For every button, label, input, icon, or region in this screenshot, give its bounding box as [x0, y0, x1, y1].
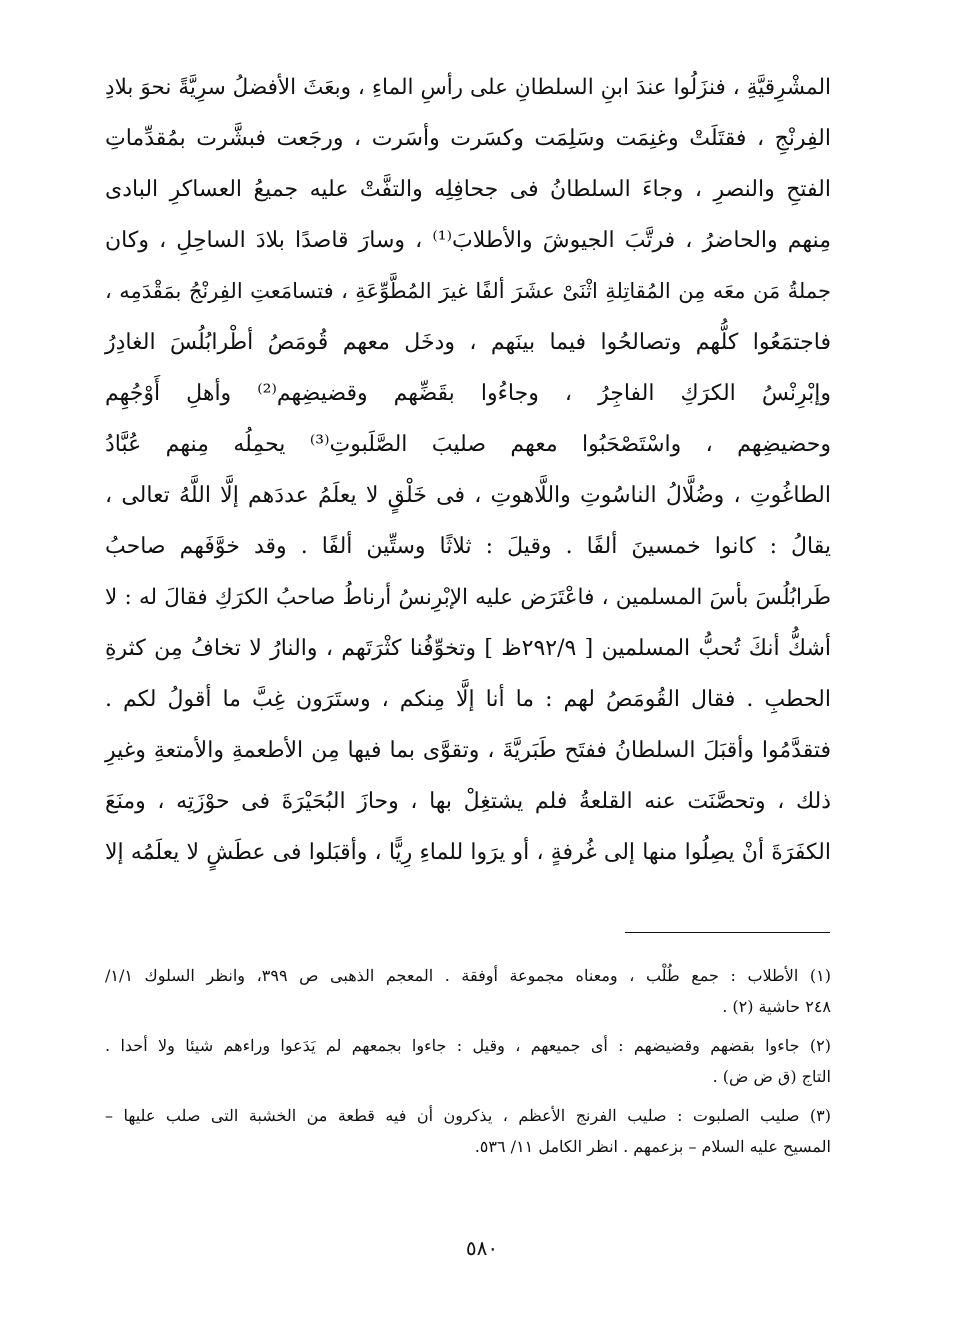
text-line: الحطبِ . فقال القُومَصُ لهم : ما أنا إلَّا مِنكم ، وستَرَون غِبَّ ما أقولُ لكم .	[105, 687, 831, 712]
text-line: الفِرنْجِ ، فقتَلَتْ وغنِمَت وسَلِمَت وكسَرت وأسَرت ، ورجَعت فبشَّرت بمُقدِّماتِ	[105, 126, 831, 151]
footnote-line: المسيح عليه السلام – بزعمهم . انظر الكامل ١١/ ٥٣٦.	[474, 1137, 831, 1156]
text-line: وإبْرِنْسُ الكرَكِ الفاجِرُ ، وجاءُوا بقَضِّهم وقضيضِهم⁽²⁾ وأهلِ أَوْجُهِم	[105, 381, 831, 406]
text-line: ذلك ، وتحصَّنَت عنه القلعةُ فلم يشتغِلْ بها ، وحازَ البُحَيْرَةَ فى حوْزَتِه ، ومنَعَ	[105, 789, 831, 814]
text-line: طَرابُلُسَ بأسَ المسلمين ، فاعْتَرَض عليه الإبْرِنسُ أرناطُ صاحبُ الكرَكِ فقالَ له : لا	[105, 585, 831, 610]
text-line: جملةُ مَن معَه مِن المُقاتِلةِ اثْنَىْ عشَرَ ألفًا غيرَ المُطَّوِّعَةِ ، فتسامَعتِ الفِرنْجُ بمَقْدَمِه ،	[105, 279, 831, 303]
footnote-line: (٣) صليب الصلبوت : صليب الفرنج الأعظم ، يذكرون أن فيه قطعة من الخشبة التى صلب عليها –	[105, 1106, 831, 1125]
footnote-line: التاج (ق ض ض) .	[712, 1067, 831, 1086]
footnotes	[105, 960, 831, 1170]
footnote-3	[105, 1100, 831, 1162]
text-line: وحضيضِهم ، واسْتَصْحَبُوا معهم صليبَ الصَّلَبوتِ⁽³⁾ يحمِلُه مِنهم عُبَّادُ	[105, 432, 831, 457]
footnote-2	[105, 1030, 831, 1092]
footnote-line: (١) الأطلاب : جمع طُلْب ، ومعناه مجموعة أوفقة . المعجم الذهبى ص ٣٩٩، وانظر السلوك ١/١/	[105, 966, 832, 985]
text-line: يقالُ : كانوا خمسينَ ألفًا . وقيلَ : ثلاثًا وستِّين ألفًا . وقد خوَّفَهم صاحبُ	[105, 534, 831, 559]
text-line: مِنهم والحاضرُ ، فرتَّبَ الجيوشَ والأطلابَ⁽¹⁾ ، وسارَ قاصدًا بلادَ الساحِلِ ، وكان	[105, 228, 831, 253]
footnote-line: ٢٤٨ حاشية (٢) .	[722, 997, 831, 1016]
text-line: الكفَرَةَ أنْ يصِلُوا منها إلى غُرفةٍ ، أو يرَوا للماءِ رِيًّا ، وأقبَلوا فى عطَشٍ لا يعلَمُه إلا	[105, 840, 831, 865]
footnote-line: (٢) جاءوا بقضهم وقضيضهم : أى جميعهم ، وقيل : جاءوا بجمعهم لم يَدَعوا وراءهم شيئا ولا أحدا .	[105, 1036, 831, 1055]
text-line: الفتحِ والنصرِ ، وجاءَ السلطانُ فى جحافِلِه والتفَّتْ عليه جميعُ العساكرِ البادى	[105, 177, 831, 202]
footnote-separator	[625, 932, 830, 933]
text-line: فاجتمَعُوا كلُّهم وتصالحُوا فيما بينَهم ، ودخَل معهم قُومَصُ أطْرابُلُسَ الغادِرُ	[105, 330, 831, 355]
footnote-1	[105, 960, 831, 1022]
main-text	[105, 62, 831, 878]
text-line: فتقدَّمُوا وأقبَلَ السلطانُ ففتَح طَبَريَّةَ ، وتقوَّى بما فيها مِن الأطعمةِ والأمتعةِ وغيرِ	[105, 738, 831, 763]
page-number: ٥٨٠	[465, 1236, 499, 1260]
text-line: الطاغُوتِ ، وضُلَّالُ الناسُوتِ واللَّاهوتِ ، فى خَلْقٍ لا يعلَمُ عددَهم إلَّا اللَّهُ تعالى ،	[105, 483, 831, 508]
text-line: أشكُّ أنكَ تُحبُّ المسلمين [ ٢٩٢/٩ظ ] وتخوِّفُنا كثْرَتَهم ، والنارُ لا تخافُ مِن كثرةِ	[105, 636, 831, 661]
text-line: المشْرِقيَّةِ ، فنزَلُوا عندَ ابنِ السلطانِ على رأسِ الماءِ ، وبعَثَ الأفضلُ سرِيَّةً نحوَ بلادِ	[105, 75, 831, 100]
